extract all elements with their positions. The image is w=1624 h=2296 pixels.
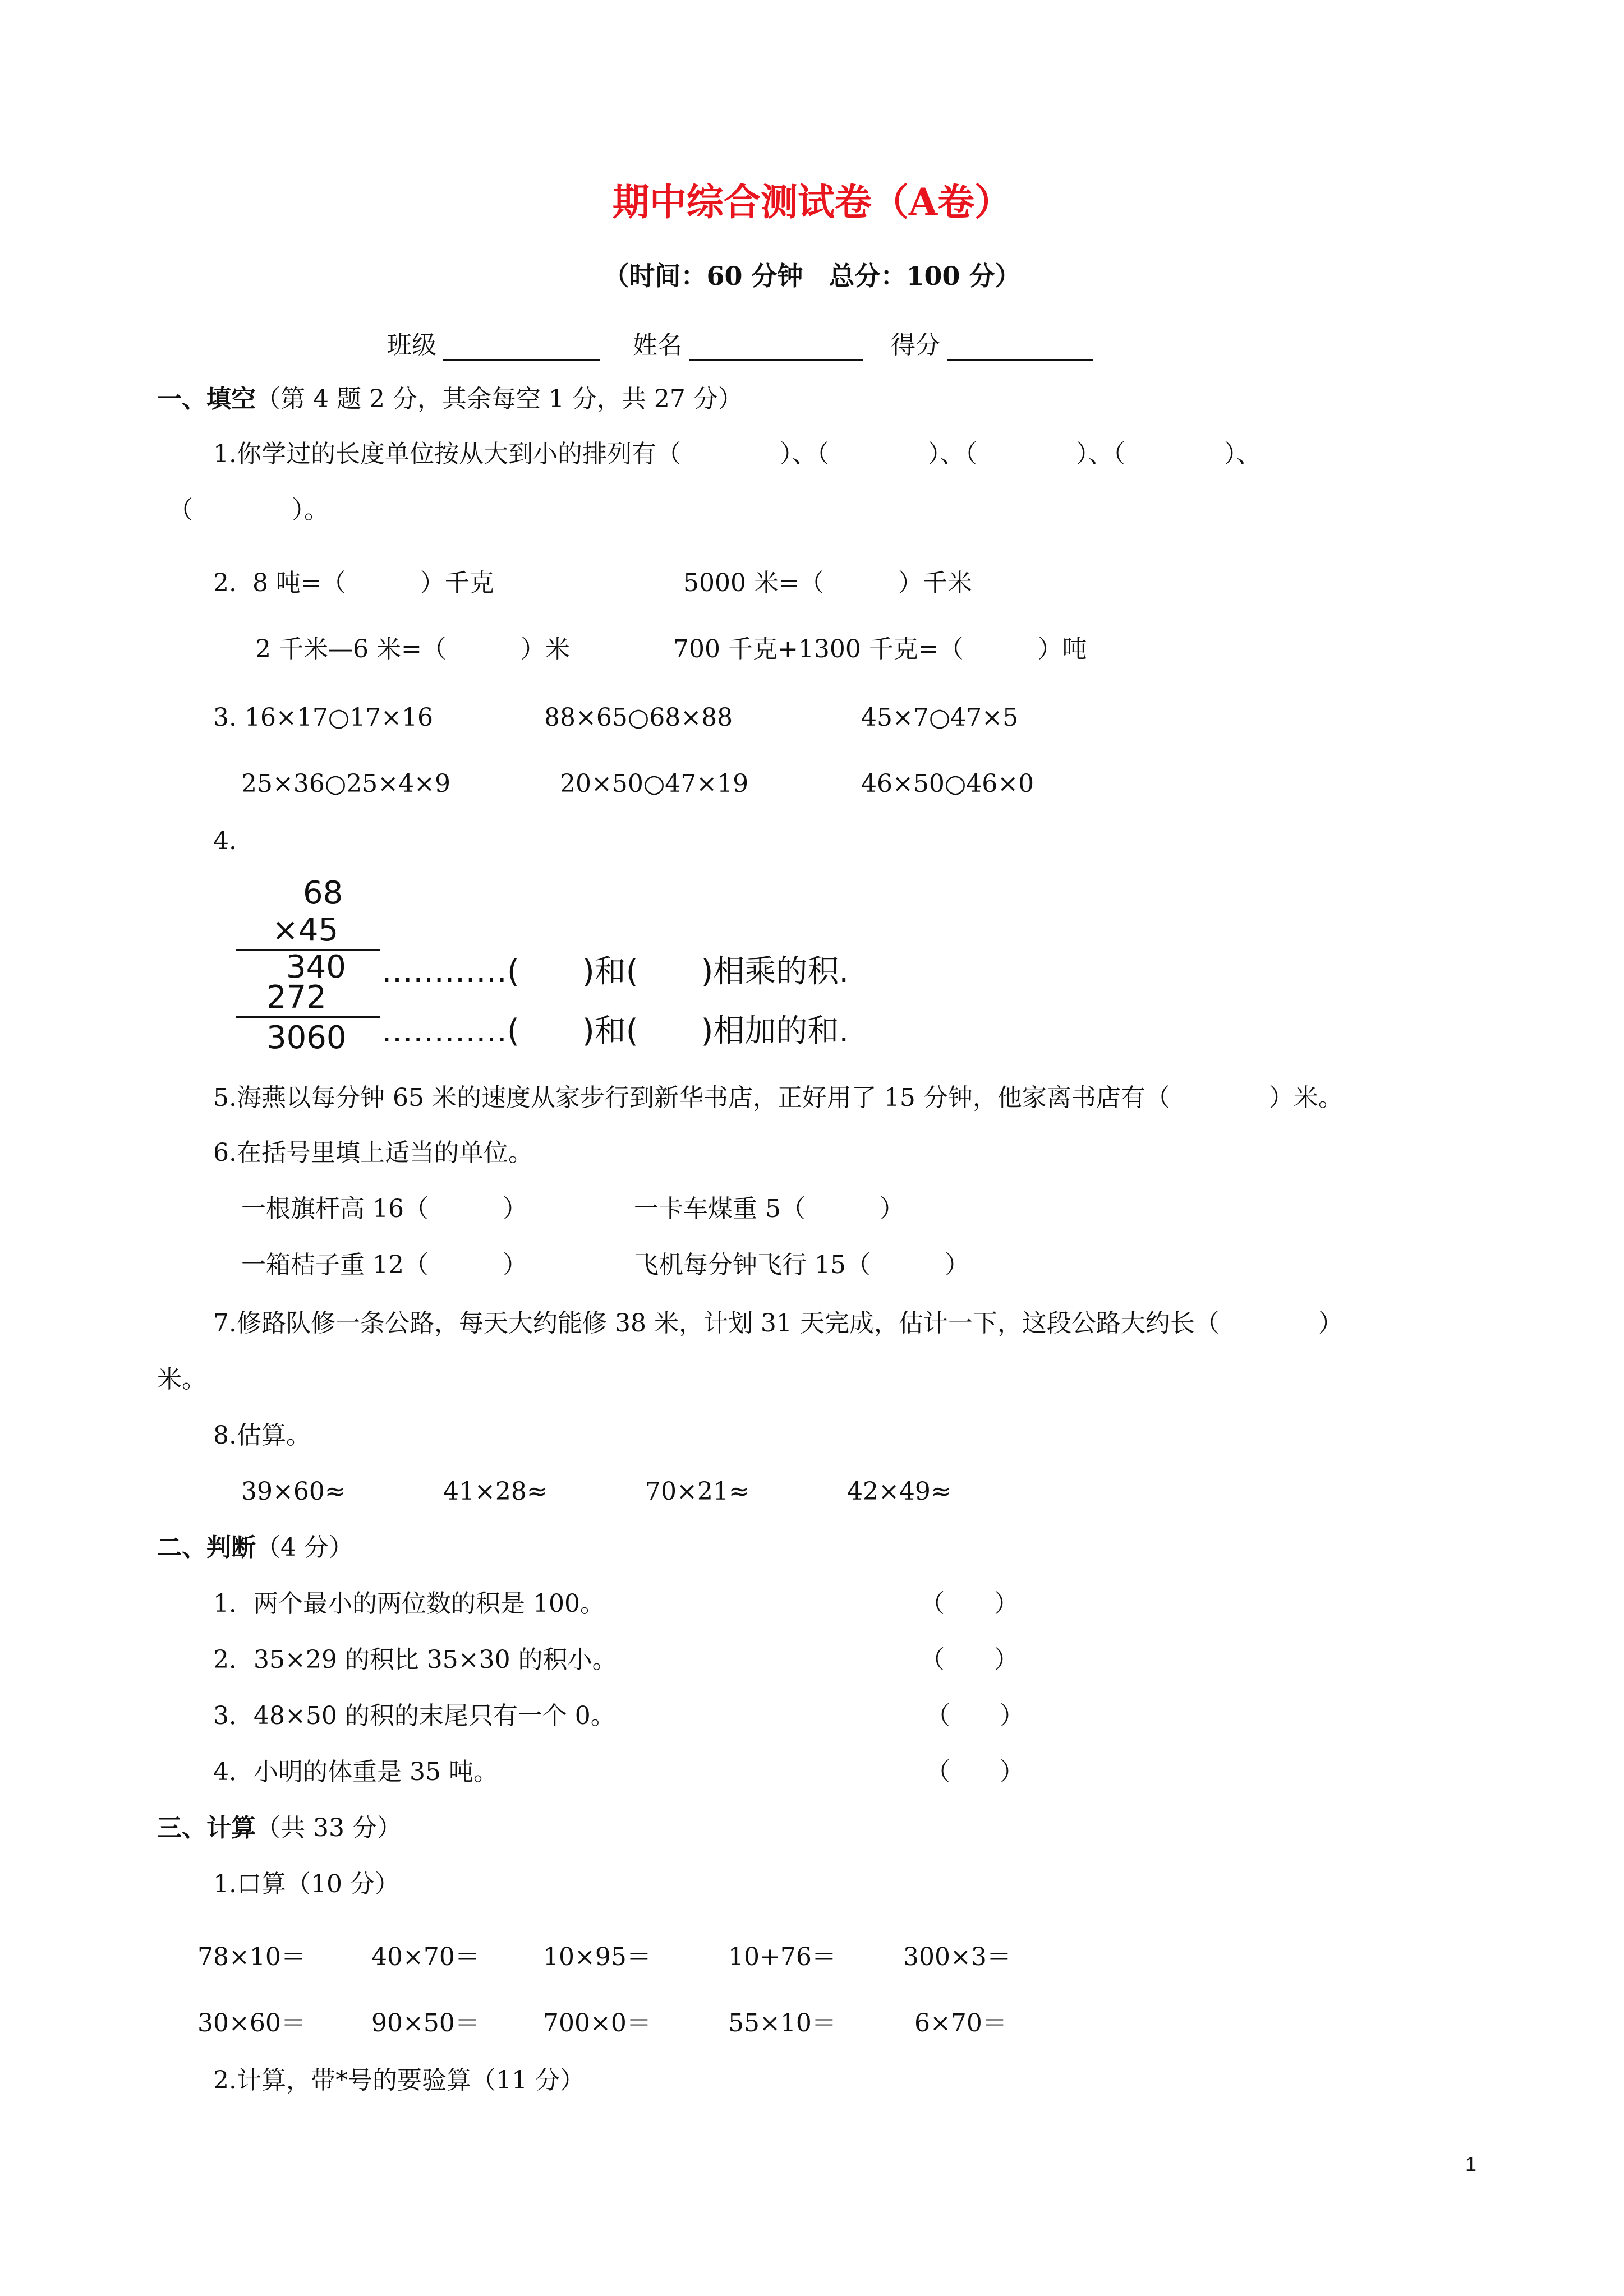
q8-a: 39×60≈ [241, 1477, 346, 1506]
judge-item-1: 1．两个最小的两位数的积是 100。 [213, 1589, 605, 1618]
section2-heading-row [157, 1531, 353, 1565]
q4-label: 4. [213, 827, 237, 855]
section2-note: （4 分） [256, 1533, 353, 1562]
q3-c: 45×7○47×5 [861, 703, 1019, 732]
oral-calc-7: 90×50＝ [371, 2009, 480, 2037]
q6-c: 一箱桔子重 12（ ） [241, 1251, 527, 1279]
score-blank [947, 359, 1093, 361]
q6-a: 一根旗杆高 16（ ） [241, 1195, 527, 1223]
q3-d: 25×36○25×4×9 [241, 769, 450, 798]
class-label: 班级 [387, 331, 436, 359]
section1-heading: 一、填空 [157, 385, 256, 413]
q3-b: 88×65○68×88 [544, 703, 733, 732]
q8-b: 41×28≈ [443, 1477, 548, 1506]
q7-line2: 米。 [157, 1365, 206, 1394]
section1-heading-row [157, 382, 743, 416]
judge-bracket-2: （ ） [920, 1645, 1019, 1674]
oral-calc-3: 10×95＝ [543, 1943, 651, 1971]
name-blank [689, 359, 863, 361]
q4-line2-text: …………( )和( )相加的和. [381, 1013, 849, 1049]
q8: 8.估算。 [213, 1421, 311, 1450]
section3-note: （共 33 分） [256, 1814, 402, 1842]
section2-heading: 二、判断 [157, 1533, 256, 1562]
q6-b: 一卡车煤重 5（ ） [634, 1195, 904, 1223]
q2-b: 5000 米=（ ）千米 [683, 569, 972, 597]
q2-c: 2 千米—6 米=（ ）米 [255, 635, 570, 663]
judge-item-2: 2．35×29 的积比 35×30 的积小。 [213, 1645, 617, 1674]
page-number: 1 [1465, 2152, 1477, 2175]
q4-result: 3060 [266, 1020, 347, 1056]
section3-heading: 三、计算 [157, 1814, 256, 1842]
oral-calc-4: 10+76＝ [728, 1943, 836, 1971]
q2-d: 700 千克+1300 千克=（ ）吨 [673, 635, 1087, 663]
oral-calc-9: 55×10＝ [728, 2009, 836, 2037]
q8-d: 42×49≈ [847, 1477, 951, 1506]
q3-e: 20×50○47×19 [560, 769, 749, 798]
q1-line1: 1.你学过的长度单位按从大到小的排列有（ ）、（ ）、（ ）、（ ）、 [213, 440, 1261, 468]
name-label: 姓名 [633, 331, 682, 359]
score-label: 得分 [891, 331, 940, 359]
oral-calc-5: 300×3＝ [903, 1943, 1011, 1971]
q4-partial1: 340 [286, 949, 346, 985]
oral-calc-1: 78×10＝ [197, 1943, 306, 1971]
section1-note: （第 4 题 2 分，其余每空 1 分，共 27 分） [256, 385, 743, 413]
q7-line1: 7.修路队修一条公路，每天大约能修 38 米，计划 31 天完成，估计一下，这段公路大约长（ ） [213, 1309, 1343, 1338]
q2-a: 2. 8 吨=（ ）千克 [213, 569, 494, 597]
judge-bracket-1: （ ） [920, 1589, 1019, 1618]
q4-multiplier: ×45 [272, 912, 339, 948]
calc-q2: 2.计算，带*号的要验算（11 分） [213, 2066, 585, 2095]
q6: 6.在括号里填上适当的单位。 [213, 1138, 533, 1167]
oral-calc-2: 40×70＝ [371, 1943, 480, 1971]
judge-item-3: 3．48×50 的积的末尾只有一个 0。 [213, 1702, 615, 1730]
section3-heading-row [157, 1811, 402, 1845]
judge-bracket-3: （ ） [926, 1702, 1024, 1730]
q4-partial2: 272 [266, 979, 326, 1016]
q4-rule-bottom [236, 1016, 380, 1018]
q8-c: 70×21≈ [645, 1477, 749, 1506]
oral-calc-10: 6×70＝ [914, 2009, 1007, 2037]
oral-calc-8: 700×0＝ [543, 2009, 651, 2037]
judge-item-4: 4．小明的体重是 35 吨。 [213, 1758, 498, 1786]
q1-line2: （ ）。 [168, 496, 329, 524]
judge-bracket-4: （ ） [926, 1758, 1024, 1786]
page-subtitle: （时间：60 分钟 总分：100 分） [603, 261, 1021, 291]
q3-f: 46×50○46×0 [861, 769, 1034, 798]
class-blank [443, 359, 600, 361]
q4-multiplicand: 68 [303, 875, 343, 911]
q4-line1-text: …………( )和( )相乘的积. [381, 953, 849, 990]
page-title: 期中综合测试卷（A卷） [612, 180, 1012, 224]
calc-q1: 1.口算（10 分） [213, 1870, 399, 1898]
q6-d: 飞机每分钟飞行 15（ ） [634, 1251, 969, 1279]
q5: 5.海燕以每分钟 65 米的速度从家步行到新华书店，正好用了 15 分钟，他家离书店有（ ）米。 [213, 1084, 1343, 1112]
oral-calc-6: 30×60＝ [197, 2009, 306, 2037]
q3-a: 3. 16×17○17×16 [213, 703, 434, 732]
